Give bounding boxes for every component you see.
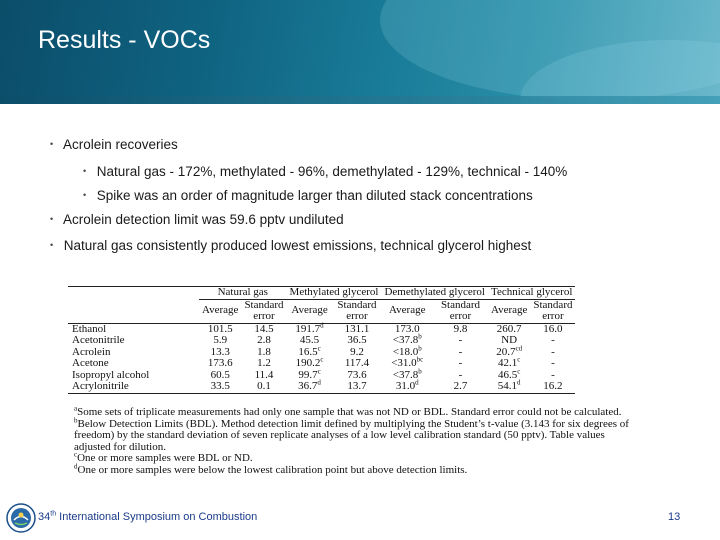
- table-cell: 13.3: [210, 345, 230, 358]
- table-subheader: Average Standard Average Standard Average Standard Average Standard: [68, 299, 575, 311]
- table-cell: 11.4: [254, 368, 274, 381]
- bullet-item: • Spike was an order of magnitude larger than diluted stack concentrations: [83, 188, 533, 203]
- table-cell: 33.5: [199, 381, 241, 393]
- compound-name: Acetone: [72, 357, 109, 369]
- table-row: [68, 381, 575, 393]
- bullet-item: • Acrolein recoveries: [50, 137, 178, 152]
- table-cell: -: [551, 368, 555, 381]
- compound-name: Ethanol: [72, 322, 107, 335]
- table-cell: -: [458, 368, 463, 381]
- table-cell: 20.7$^{cd}$: [496, 343, 523, 358]
- group-technical: Technical glycerol: [488, 287, 576, 300]
- table-cell: 9.8: [453, 322, 468, 335]
- table-cell: <37.8$^b$: [392, 366, 422, 381]
- table-cell: 2.7: [433, 381, 488, 393]
- compound-name: Acrylonitrile: [68, 381, 199, 393]
- table-cell: 260.7: [496, 322, 522, 335]
- epa-seal-icon: [6, 503, 36, 533]
- table-cell: 36.7$^d$: [287, 381, 333, 393]
- footnote: $^b$Below Detection Limits (BDL). Method detection limit defined by multiplying the Student’s t-value (3.143 for six degrees of freedom) by the standard deviation of seven replicate analyses of a low level calibration standard (50 pptv). Table values adjusted for dilution.: [74, 415, 629, 453]
- footnote: $^d$One or more samples were below the lowest calibration point but above detection limits.: [74, 462, 468, 476]
- table-cell: 0.1: [241, 381, 286, 393]
- table-cell: <18.0$^b$: [392, 343, 422, 358]
- footnote: $^a$Some sets of triplicate measurements had only one sample that was not ND or BDL. Standard error could not be calculated.: [74, 404, 622, 418]
- table-cell: 131.1: [344, 322, 370, 335]
- table-cell: 46.5$^c$: [497, 366, 521, 381]
- voc-results-table: [68, 286, 575, 394]
- table-cell: -: [458, 345, 463, 358]
- table-cell: 42.1$^c$: [497, 355, 521, 369]
- table-cell: 14.5: [254, 322, 274, 335]
- footnote: $^c$One or more samples were BDL or ND.: [74, 450, 253, 465]
- table-cell: 173.6: [207, 357, 233, 369]
- bullet-item: • Natural gas consistently produced lowest emissions, technical glycerol highest: [50, 238, 532, 253]
- table-cell: 36.5: [347, 334, 367, 346]
- slide-title: Results - VOCs: [38, 26, 211, 54]
- bullet-item: • Natural gas - 172%, methylated - 96%, demethylated - 129%, technical - 140%: [83, 164, 568, 179]
- compound-name: Isopropyl alcohol: [72, 368, 150, 381]
- table-cell: 191.7$^d$: [295, 320, 324, 335]
- table-cell: 16.2: [530, 381, 575, 393]
- table-cell: 16.5$^c$: [298, 343, 321, 358]
- table-cell: 9.2: [350, 345, 364, 358]
- table-row: [68, 323, 575, 335]
- group-natural-gas: Natural gas: [199, 287, 287, 300]
- table-subheader-2: error error error error: [68, 311, 575, 323]
- table-cell: -: [551, 357, 555, 369]
- table-cell: 16.0: [543, 322, 563, 335]
- footer-text: 34th International Symposium on Combustion: [38, 510, 258, 523]
- table-cell: 173.0: [394, 322, 420, 335]
- compound-name: Acrolein: [72, 345, 111, 358]
- table-footnotes: [74, 404, 634, 477]
- page-number: 13: [668, 511, 681, 523]
- table-cell: 13.7: [333, 381, 382, 393]
- table-cell: 1.2: [257, 357, 271, 369]
- table-cell: 117.4: [344, 357, 370, 369]
- table-cell: 190.2$^c$: [295, 355, 324, 369]
- group-demethylated: Demethylated glycerol: [381, 287, 488, 300]
- table-cell: 73.6: [347, 368, 367, 381]
- group-methylated: Methylated glycerol: [287, 287, 382, 300]
- table-group-header: [68, 287, 575, 300]
- table-cell: -: [551, 345, 555, 358]
- table-cell: 45.5: [299, 334, 320, 346]
- bullet-item: • Acrolein detection limit was 59.6 pptv undiluted: [50, 212, 344, 227]
- table-cell: -: [551, 334, 555, 346]
- table-cell: 1.8: [257, 345, 271, 358]
- table-cell: 5.9: [213, 334, 228, 346]
- table-cell: <37.8$^b$: [392, 332, 422, 346]
- table-cell: <31.0$^{bc}$: [391, 355, 424, 369]
- table-cell: 99.7$^c$: [298, 366, 321, 381]
- table-cell: 31.0$^d$: [381, 381, 433, 393]
- table-cell: 101.5: [207, 322, 233, 335]
- table-cell: 60.5: [210, 368, 230, 381]
- table-cell: 54.1$^d$: [488, 381, 530, 393]
- compound-name: Acetonitrile: [72, 334, 125, 346]
- table-cell: 2.8: [257, 334, 271, 346]
- table-cell: ND: [501, 334, 518, 346]
- table-cell: -: [458, 357, 463, 369]
- table-row: [68, 358, 575, 370]
- table-cell: -: [458, 334, 463, 346]
- table-row: [68, 335, 575, 347]
